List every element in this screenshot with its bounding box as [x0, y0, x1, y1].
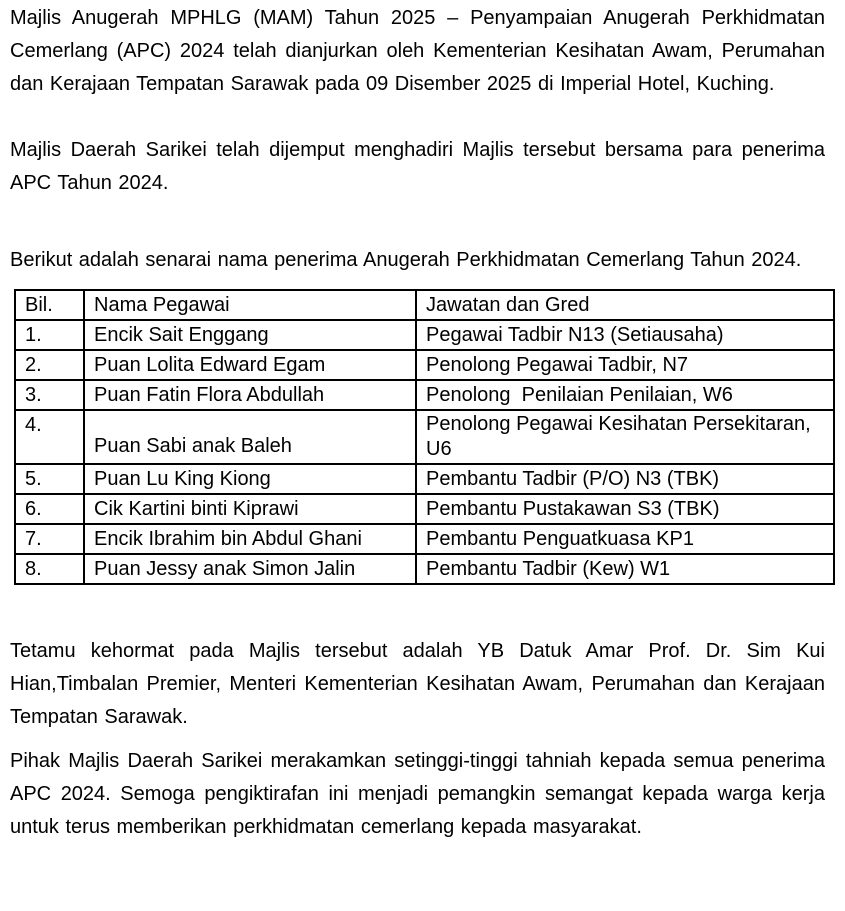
cell-nama: Puan Jessy anak Simon Jalin — [84, 554, 416, 584]
recipients-table-body — [15, 320, 834, 584]
table-row — [15, 410, 834, 464]
cell-nama: Puan Sabi anak Baleh — [84, 410, 416, 464]
cell-bil: 8. — [15, 554, 84, 584]
table-row — [15, 554, 834, 584]
paragraph-dijemput: Majlis Daerah Sarikei telah dijemput menghadiri Majlis tersebut bersama para penerima APC Tahun 2024. — [10, 139, 825, 194]
cell-jawatan: Pembantu Tadbir (Kew) W1 — [416, 554, 834, 584]
cell-jawatan: Pegawai Tadbir N13 (Setiausaha) — [416, 320, 834, 350]
header-cell-jawatan-gred: Jawatan dan Gred — [416, 290, 834, 320]
cell-bil: 1. — [15, 320, 84, 350]
table-row — [15, 380, 834, 410]
cell-jawatan: Penolong Penilaian Penilaian, W6 — [416, 380, 834, 410]
table-row — [15, 524, 834, 554]
table-header-row — [15, 290, 834, 320]
cell-bil: 2. — [15, 350, 84, 380]
cell-nama: Encik Ibrahim bin Abdul Ghani — [84, 524, 416, 554]
cell-jawatan: Penolong Pegawai Kesihatan Persekitaran, U6 — [416, 410, 834, 464]
cell-nama: Puan Lolita Edward Egam — [84, 350, 416, 380]
cell-nama: Puan Fatin Flora Abdullah — [84, 380, 416, 410]
table-row — [15, 464, 834, 494]
cell-nama: Cik Kartini binti Kiprawi — [84, 494, 416, 524]
header-cell-bil: Bil. — [15, 290, 84, 320]
table-row — [15, 350, 834, 380]
table-row — [15, 320, 834, 350]
cell-bil: 3. — [15, 380, 84, 410]
cell-jawatan: Pembantu Pustakawan S3 (TBK) — [416, 494, 834, 524]
cell-nama: Puan Lu King Kiong — [84, 464, 416, 494]
paragraph-tetamu-kehormat: Tetamu kehormat pada Majlis tersebut adalah YB Datuk Amar Prof. Dr. Sim Kui Hian,Timbalan Premier, Menteri Kementerian Kesihatan Awam, Perumahan dan Kerajaan Tempatan Sarawak. — [10, 640, 825, 728]
paragraph-intro-majlis: Majlis Anugerah MPHLG (MAM) Tahun 2025 – Penyampaian Anugerah Perkhidmatan Cemerlang (APC) 2024 telah dianjurkan oleh Kementerian Kesihatan Awam, Perumahan dan Kerajaan Tempatan Sarawak pada 09 Disember 2025 di Imperial Hotel, Kuching. — [10, 7, 825, 95]
cell-jawatan: Pembantu Penguatkuasa KP1 — [416, 524, 834, 554]
paragraph-senarai-intro: Berikut adalah senarai nama penerima Anugerah Perkhidmatan Cemerlang Tahun 2024. — [10, 249, 802, 271]
cell-bil: 4. — [15, 410, 84, 464]
cell-jawatan: Penolong Pegawai Tadbir, N7 — [416, 350, 834, 380]
header-cell-nama-pegawai: Nama Pegawai — [84, 290, 416, 320]
cell-bil: 7. — [15, 524, 84, 554]
cell-bil: 6. — [15, 494, 84, 524]
cell-bil: 5. — [15, 464, 84, 494]
cell-nama: Encik Sait Enggang — [84, 320, 416, 350]
cell-jawatan: Pembantu Tadbir (P/O) N3 (TBK) — [416, 464, 834, 494]
recipients-table — [14, 289, 835, 585]
paragraph-tahniah: Pihak Majlis Daerah Sarikei merakamkan setinggi-tinggi tahniah kepada semua penerima APC 2024. Semoga pengiktirafan ini menjadi pemangkin semangat kepada warga kerja untuk terus memberikan perkhidmatan cemerlang kepada masyarakat. — [10, 750, 825, 838]
table-row — [15, 494, 834, 524]
